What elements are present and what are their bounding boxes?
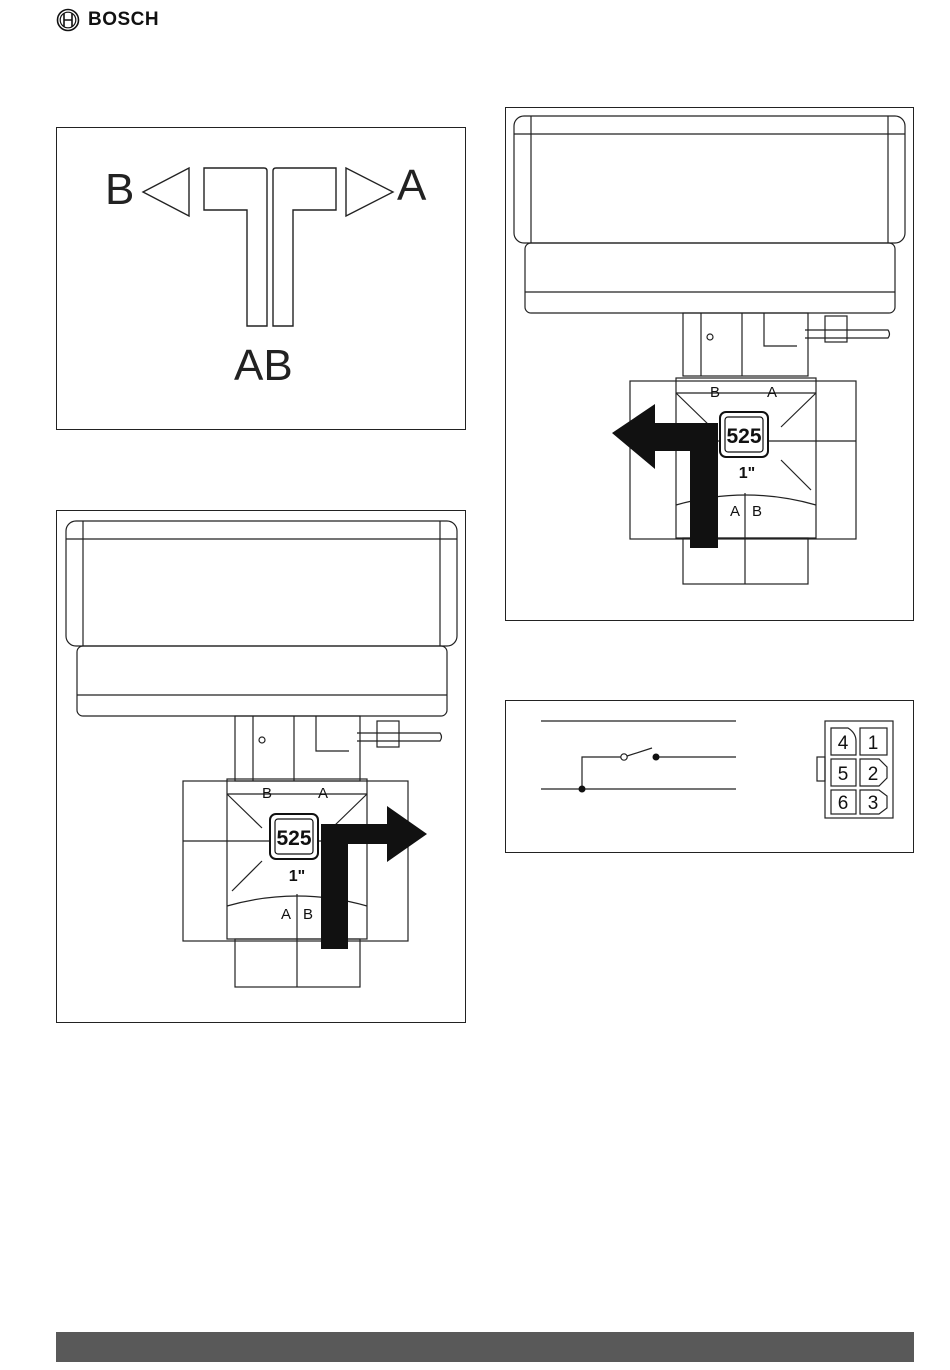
port-a-label: A bbox=[766, 384, 778, 401]
pin-1: 1 bbox=[867, 733, 879, 754]
bosch-logo-icon bbox=[56, 8, 80, 32]
arrow-left-icon bbox=[143, 168, 189, 216]
valve-size: 1" bbox=[288, 868, 306, 885]
valve-neck bbox=[235, 716, 442, 781]
actuator-housing bbox=[514, 116, 905, 313]
pin-5: 5 bbox=[837, 764, 849, 785]
page-header bbox=[56, 8, 159, 32]
actuator-housing bbox=[66, 521, 457, 716]
flow-arrow-right-icon bbox=[321, 806, 427, 949]
valve-drawing-flow-a bbox=[56, 510, 466, 1023]
valve-neck bbox=[683, 313, 890, 376]
brand-name: BOSCH bbox=[88, 9, 160, 30]
footer-bar bbox=[56, 1332, 914, 1362]
port-a-label: A bbox=[397, 161, 427, 210]
valve-code: 525 bbox=[726, 425, 762, 448]
pin-6: 6 bbox=[837, 793, 849, 814]
t-pipe-symbol bbox=[204, 168, 336, 326]
port-b-label: B bbox=[105, 165, 135, 214]
port-ab-label: AB bbox=[234, 341, 293, 390]
valve-code: 525 bbox=[276, 827, 312, 850]
port-a-label: A bbox=[317, 785, 329, 802]
port-ab-a-label: A bbox=[280, 906, 292, 923]
valve-drawing-flow-b bbox=[505, 107, 914, 621]
pin-3: 3 bbox=[867, 793, 879, 814]
port-ab-b-label: B bbox=[302, 906, 314, 923]
connector-icon bbox=[817, 721, 893, 818]
pin-2: 2 bbox=[867, 764, 879, 785]
valve-symbol-figure bbox=[56, 127, 466, 430]
valve-size: 1" bbox=[738, 465, 756, 482]
switch-schematic bbox=[541, 721, 736, 789]
port-b-label: B bbox=[261, 785, 273, 802]
wiring-diagram-figure bbox=[505, 700, 914, 853]
port-ab-b-label: B bbox=[751, 503, 763, 520]
port-ab-a-label: A bbox=[729, 503, 741, 520]
pin-4: 4 bbox=[837, 733, 849, 754]
port-b-label: B bbox=[709, 384, 721, 401]
arrow-right-icon bbox=[346, 168, 393, 216]
